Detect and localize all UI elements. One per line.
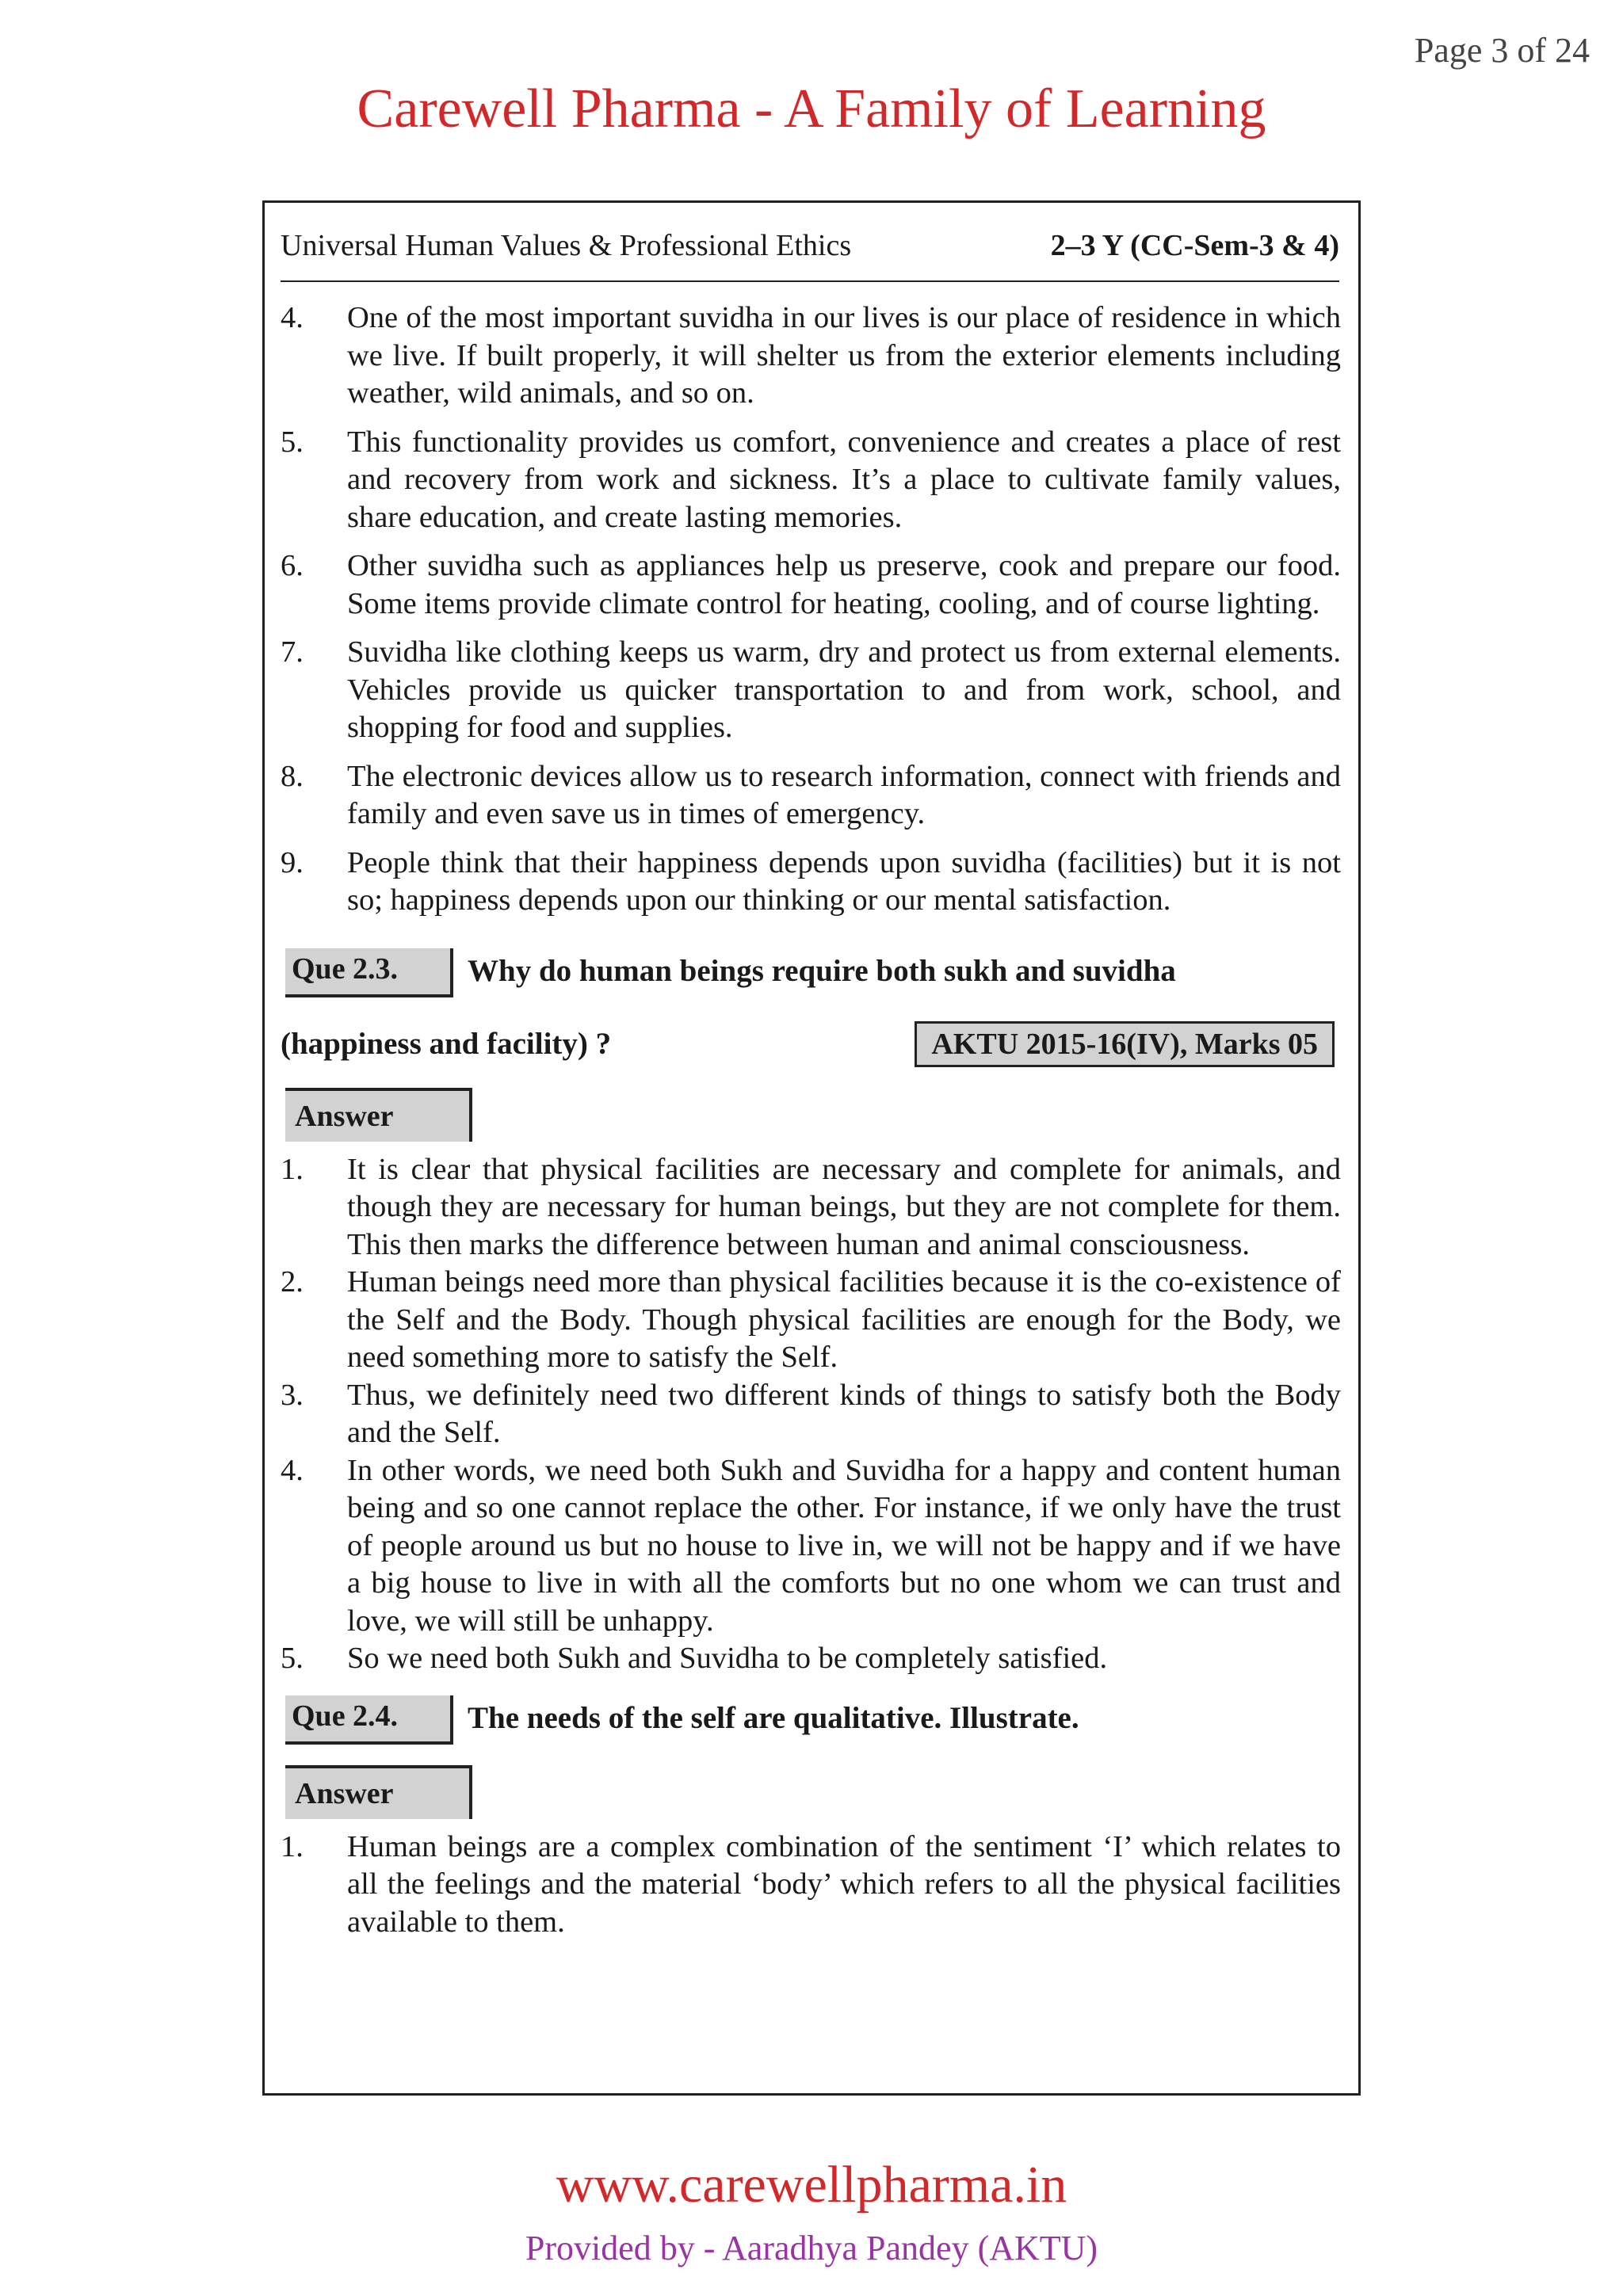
answer-item-number: 3. — [281, 1378, 304, 1412]
answer-item — [281, 1151, 1341, 1264]
list-item — [281, 845, 1341, 920]
question-2-4 — [281, 1695, 1341, 1745]
list-item — [281, 547, 1341, 623]
answer-item-text: So we need both Sukh and Suvidha to be completely satisfied. — [347, 1642, 1108, 1675]
question-label-badge: Que 2.3. — [285, 948, 453, 997]
list-item-number: 9. — [281, 845, 304, 879]
list-item-text: One of the most important suvidha in our lives is our place of residence in which we live. If built properly, it will shelter us from the exterior elements including weather, wild animals, and so on. — [347, 301, 1341, 410]
list-item — [281, 758, 1341, 833]
question-text: Why do human beings require both sukh and suvidha — [468, 953, 1176, 988]
answer-item-text: In other words, we need both Sukh and Suvidha for a happy and content human being and so one cannot replace the other. For instance, if we only have the trust of people around us but no house to live in, we will not be happy and if we have a big house to live in with all the comforts but no one whom we can trust and love, we will still be unhappy. — [347, 1453, 1341, 1638]
question-label-badge: Que 2.4. — [285, 1695, 453, 1745]
list-item-number: 4. — [281, 301, 304, 334]
answer-label-badge: Answer — [285, 1765, 472, 1819]
answer-item — [281, 1640, 1341, 1678]
question-text: The needs of the self are qualitative. Illustrate. — [468, 1700, 1079, 1735]
answer-item-text: Thus, we definitely need two different kinds of things to satisfy both the Body and the Self. — [347, 1378, 1341, 1449]
question-2-3 — [281, 948, 1341, 997]
list-item — [281, 424, 1341, 537]
answer-label-badge: Answer — [285, 1088, 472, 1142]
list-item-text: The electronic devices allow us to research information, connect with friends and family and even save us in times of emergency. — [347, 759, 1341, 830]
running-head — [281, 228, 1339, 282]
list-item-number: 7. — [281, 635, 304, 669]
list-item-number: 6. — [281, 549, 304, 582]
list-item-number: 8. — [281, 759, 304, 793]
footer-credit: Provided by - Aaradhya Pandey (AKTU) — [525, 2229, 1098, 2267]
site-title: Carewell Pharma - A Family of Learning — [357, 78, 1266, 139]
answer-item-number: 4. — [281, 1453, 304, 1487]
list-item-text: Other suvidha such as appliances help us preserve, cook and prepare our food. Some items provide climate control for heating, cooling, and of course lighting. — [347, 549, 1341, 620]
answer-item — [281, 1452, 1341, 1641]
answer-item-text: It is clear that physical facilities are necessary and complete for animals, and though they are necessary for human beings, but they are not complete for them. This then marks the difference between human and animal consciousness. — [347, 1152, 1341, 1261]
question-continuation-row — [281, 1021, 1341, 1067]
list-item — [281, 634, 1341, 747]
answer-item-number: 5. — [281, 1642, 304, 1675]
list-item — [281, 299, 1341, 413]
running-head-right: 2–3 Y (CC-Sem-3 & 4) — [1050, 229, 1339, 262]
list-item-text: People think that their happiness depends upon suvidha (facilities) but it is not so; happiness depends upon our thinking or our mental satisfaction. — [347, 845, 1341, 917]
exam-source-badge: AKTU 2015-16(IV), Marks 05 — [915, 1021, 1335, 1067]
answer-item-number: 2. — [281, 1265, 304, 1299]
answer-item-text: Human beings need more than physical facilities because it is the co-existence of the Self and the Body. Though physical facilities are enough for the Body, we need something more to satisfy the Self. — [347, 1265, 1341, 1374]
footer-website-link[interactable]: www.carewellpharma.in — [556, 2156, 1067, 2214]
page-number: Page 3 of 24 — [1414, 31, 1590, 70]
answer-item-text: Human beings are a complex combination of the sentiment ‘I’ which relates to all the feelings and the material ‘body’ which refers to all the physical facilities available to them. — [347, 1829, 1341, 1939]
list-item-number: 5. — [281, 425, 304, 459]
content-body — [281, 299, 1341, 1941]
answer-item — [281, 1377, 1341, 1452]
answer-item-number: 1. — [281, 1829, 304, 1863]
answer-item-number: 1. — [281, 1152, 304, 1186]
question-text-continuation: (happiness and facility) ? — [281, 1027, 612, 1061]
answer-item — [281, 1829, 1341, 1942]
list-item-text: This functionality provides us comfort, convenience and creates a place of rest and recovery from work and sickness. It’s a place to cultivate family values, share education, and create lasting memories. — [347, 425, 1341, 534]
list-item-text: Suvidha like clothing keeps us warm, dry and protect us from external elements. Vehicles provide us quicker transportation to and from work, school, and shopping for food and supplies. — [347, 635, 1341, 744]
answer-item — [281, 1264, 1341, 1377]
page-frame — [262, 200, 1361, 2096]
running-head-left: Universal Human Values & Professional Ethics — [281, 229, 852, 262]
